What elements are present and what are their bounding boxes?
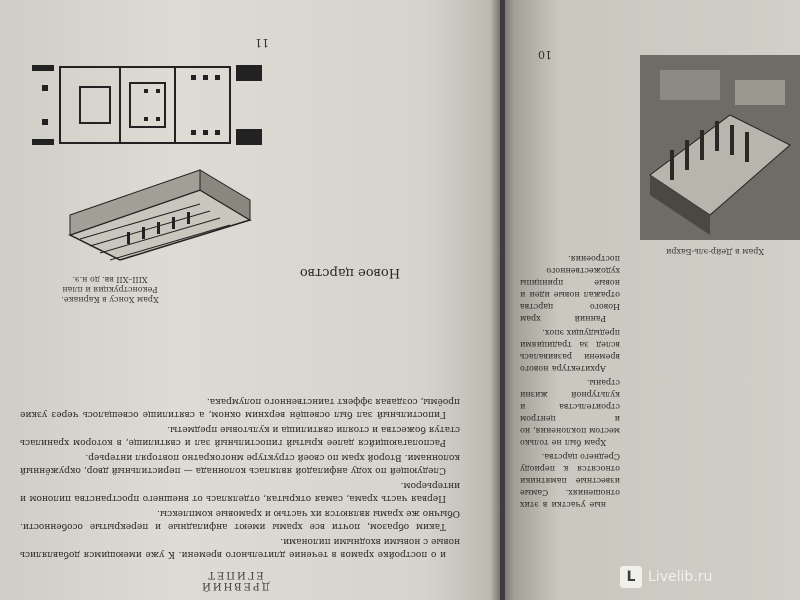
axonometric-svg xyxy=(60,165,260,280)
left-paragraph: и о постройке храмов в течение длительного времени. К уже имеющимся добавлялись новые с новыми входными пилонами. xyxy=(20,536,460,559)
right-page-number: 10 xyxy=(538,48,552,61)
left-paragraph: Первая часть храма, самая открытая, отделялась от внешнего пространства пилоном и интерьером. xyxy=(20,480,460,503)
left-page-number: 11 xyxy=(255,36,269,49)
plan-caption-date: XIII–XII вв. до н.э. xyxy=(72,275,148,284)
right-paragraph: Храм был не только местом поклонения, но и центром строительства и культурной жизни страны. xyxy=(520,378,620,447)
right-paragraph: Архитектура нового времени развивалась вслед за традициями предыдущих эпох. xyxy=(520,328,620,373)
running-head: ДРЕВНИЙ ЕГИПЕТ xyxy=(200,569,270,591)
site-watermark xyxy=(620,562,740,592)
right-page-text xyxy=(520,90,620,510)
plan-caption-title: Храм Хонсу в Карнаке. Реконструкция и план xyxy=(61,285,159,304)
floor-plan-svg xyxy=(20,55,270,155)
temple-illustration-svg xyxy=(640,55,800,240)
temple-illustration-caption: Храм в Дейр-эль-Бахри xyxy=(665,247,765,256)
temple-floor-plan xyxy=(20,55,270,155)
book-gutter xyxy=(490,0,514,600)
left-paragraph: Следующей по ходу анфиладой являлась колоннада — перистильный двор, окружённый колоннами. Второй храм по своей структуре многократно повторял интерьер. xyxy=(20,452,460,475)
watermark-label: Livelib.ru xyxy=(648,569,713,585)
left-paragraph: Гипостильный зал был освещён верхним окном, а святилище освещалось через узкие проёмы, создавая эффект таинственного полумрака. xyxy=(20,396,460,419)
section-title: Новое царство xyxy=(299,265,401,280)
left-page-text xyxy=(20,300,460,560)
left-paragraph: Таким образом, почти все храмы имеют анфиладные и перекрытые особенности. Обычно же храмы являются их частью и храмовые комплексы. xyxy=(20,508,460,531)
right-paragraph: Ранний храм Нового царства отражал новые идеи и новые принципы художественного построения. xyxy=(520,254,620,323)
right-paragraph: ные участки в этих отношениях. Самые известные памятники относятся к периоду Среднего царства. xyxy=(520,452,620,509)
temple-illustration xyxy=(640,55,800,240)
watermark-logo-icon: L xyxy=(620,566,642,588)
temple-axonometric-drawing xyxy=(60,165,260,280)
plan-caption xyxy=(30,275,190,304)
left-paragraph: Располагающийся далее крытый гипостильный зал и святилище, в котором хранилась статуя божества и стояли святилища и культовые предметы. xyxy=(20,424,460,447)
